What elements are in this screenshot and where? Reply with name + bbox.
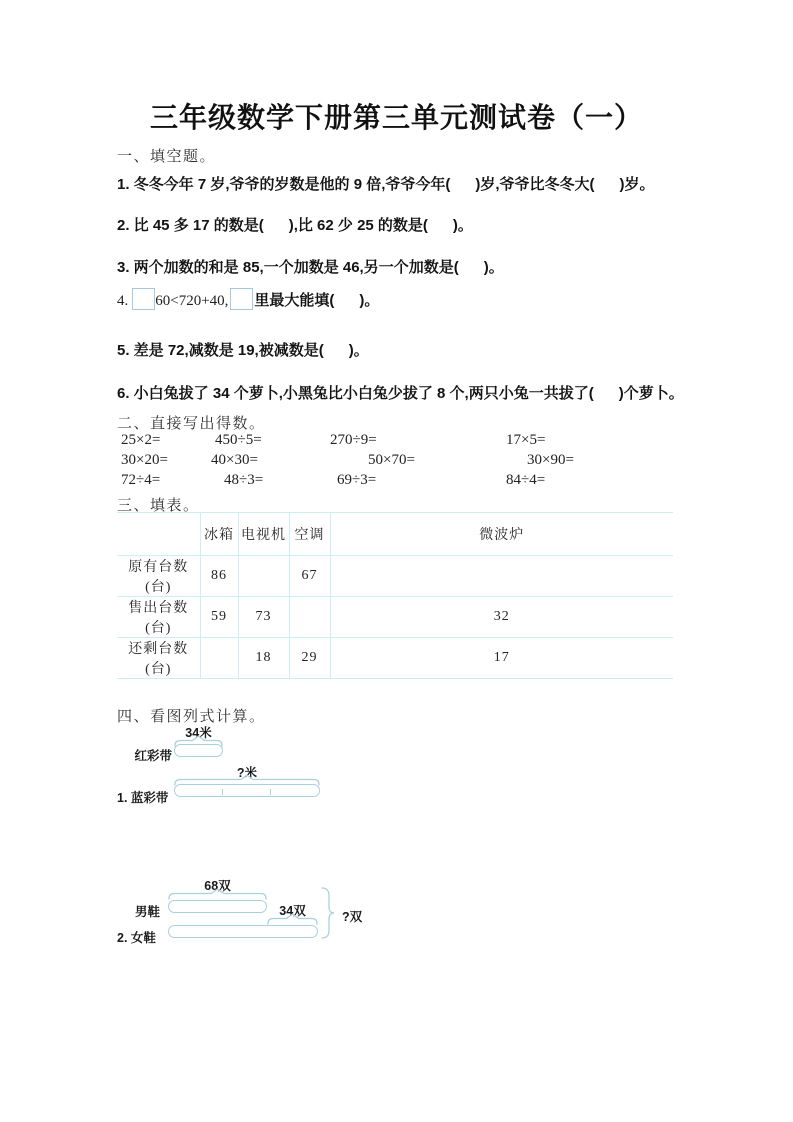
mental-math-expression: 17×5= xyxy=(506,432,546,448)
men-shoes-bar xyxy=(168,900,267,913)
section-1-heading: 一、填空题。 xyxy=(117,149,217,165)
brace-top-icon xyxy=(267,913,318,925)
section-2-heading: 二、直接写出得数。 xyxy=(117,416,266,432)
table-cell: 59 xyxy=(200,597,238,638)
table-cell xyxy=(200,638,238,679)
blue-ribbon-length-label: ?米 xyxy=(236,766,258,780)
segment-tick xyxy=(270,789,271,795)
table-cell: 32 xyxy=(330,597,673,638)
table-cell: 67 xyxy=(289,556,330,597)
answer-box-icon xyxy=(230,288,253,310)
table-row xyxy=(117,597,673,638)
table-cell: 73 xyxy=(238,597,289,638)
total-shoes-count-label: ?双 xyxy=(342,910,363,924)
segment-tick xyxy=(222,789,223,795)
table-cell xyxy=(238,556,289,597)
answer-box-icon xyxy=(132,288,155,310)
fill-blank-item-6: 6. 小白兔拔了 34 个萝卜,小黑兔比小白兔少拔了 8 个,两只小兔一共拔了( )个萝卜。 xyxy=(117,385,684,402)
mental-math-expression: 450÷5= xyxy=(215,432,262,448)
item-4-text: 里最大能填( )。 xyxy=(254,292,380,309)
fill-blank-item-3: 3. 两个加数的和是 85,一个加数是 46,另一个加数是( )。 xyxy=(117,259,504,276)
table-cell: 18 xyxy=(238,638,289,679)
brace-right-icon xyxy=(321,887,335,939)
women-shoes-bar xyxy=(168,925,318,938)
brace-top-icon xyxy=(168,888,267,900)
section-3-heading: 三、填表。 xyxy=(117,498,200,514)
table-header-cell: 冰箱 xyxy=(200,513,238,556)
red-ribbon-label: 红彩带 xyxy=(134,749,172,763)
mental-math-expression: 84÷4= xyxy=(506,472,546,488)
table-row-label: 原有台数(台) xyxy=(117,556,200,597)
section-4-heading: 四、看图列式计算。 xyxy=(117,709,266,725)
table-cell: 86 xyxy=(200,556,238,597)
fill-blank-item-4 xyxy=(117,288,379,310)
men-shoes-count-label: 68双 xyxy=(204,879,231,893)
mental-math-expression: 30×20= xyxy=(121,452,168,468)
fill-blank-item-1: 1. 冬冬今年 7 岁,爷爷的岁数是他的 9 倍,爷爷今年( )岁,爷爷比冬冬大( )岁。 xyxy=(117,176,655,193)
fill-in-table xyxy=(117,512,673,679)
table-cell: 17 xyxy=(330,638,673,679)
fill-blank-item-2: 2. 比 45 多 17 的数是( ),比 62 少 25 的数是( )。 xyxy=(117,217,473,234)
mental-math-expression: 40×30= xyxy=(211,452,258,468)
mental-math-expression: 50×70= xyxy=(368,452,415,468)
item-4-inequality: 60<720+40, xyxy=(155,293,229,309)
men-shoes-label: 男鞋 xyxy=(134,905,160,919)
table-row xyxy=(117,556,673,597)
page-title: 三年级数学下册第三单元测试卷（一） xyxy=(149,103,643,134)
table-header-row xyxy=(117,513,673,556)
table-header-cell: 微波炉 xyxy=(330,513,673,556)
blue-ribbon-label: 1. 蓝彩带 xyxy=(117,791,169,805)
fill-blank-item-5: 5. 差是 72,减数是 19,被减数是( )。 xyxy=(117,342,369,359)
red-ribbon-bar xyxy=(174,744,223,757)
table-header-cell: 电视机 xyxy=(238,513,289,556)
mental-math-expression: 48÷3= xyxy=(224,472,264,488)
table-cell xyxy=(330,556,673,597)
mental-math-expression: 30×90= xyxy=(527,452,574,468)
table-cell xyxy=(289,597,330,638)
table-row-label: 还剩台数(台) xyxy=(117,638,200,679)
mental-math-expression: 270÷9= xyxy=(330,432,377,448)
item-4-number: 4. xyxy=(117,293,129,309)
mental-math-expression: 72÷4= xyxy=(121,472,161,488)
blue-ribbon-bar xyxy=(174,784,320,797)
extra-shoes-count-label: 34双 xyxy=(279,904,306,918)
table-cell: 29 xyxy=(289,638,330,679)
red-ribbon-length-label: 34米 xyxy=(185,726,212,740)
table-row xyxy=(117,638,673,679)
mental-math-expression: 25×2= xyxy=(121,432,161,448)
table-row-label: 售出台数(台) xyxy=(117,597,200,638)
mental-math-expression: 69÷3= xyxy=(337,472,377,488)
women-shoes-label: 2. 女鞋 xyxy=(117,931,156,945)
table-header-cell xyxy=(117,513,200,556)
table-header-cell: 空调 xyxy=(289,513,330,556)
